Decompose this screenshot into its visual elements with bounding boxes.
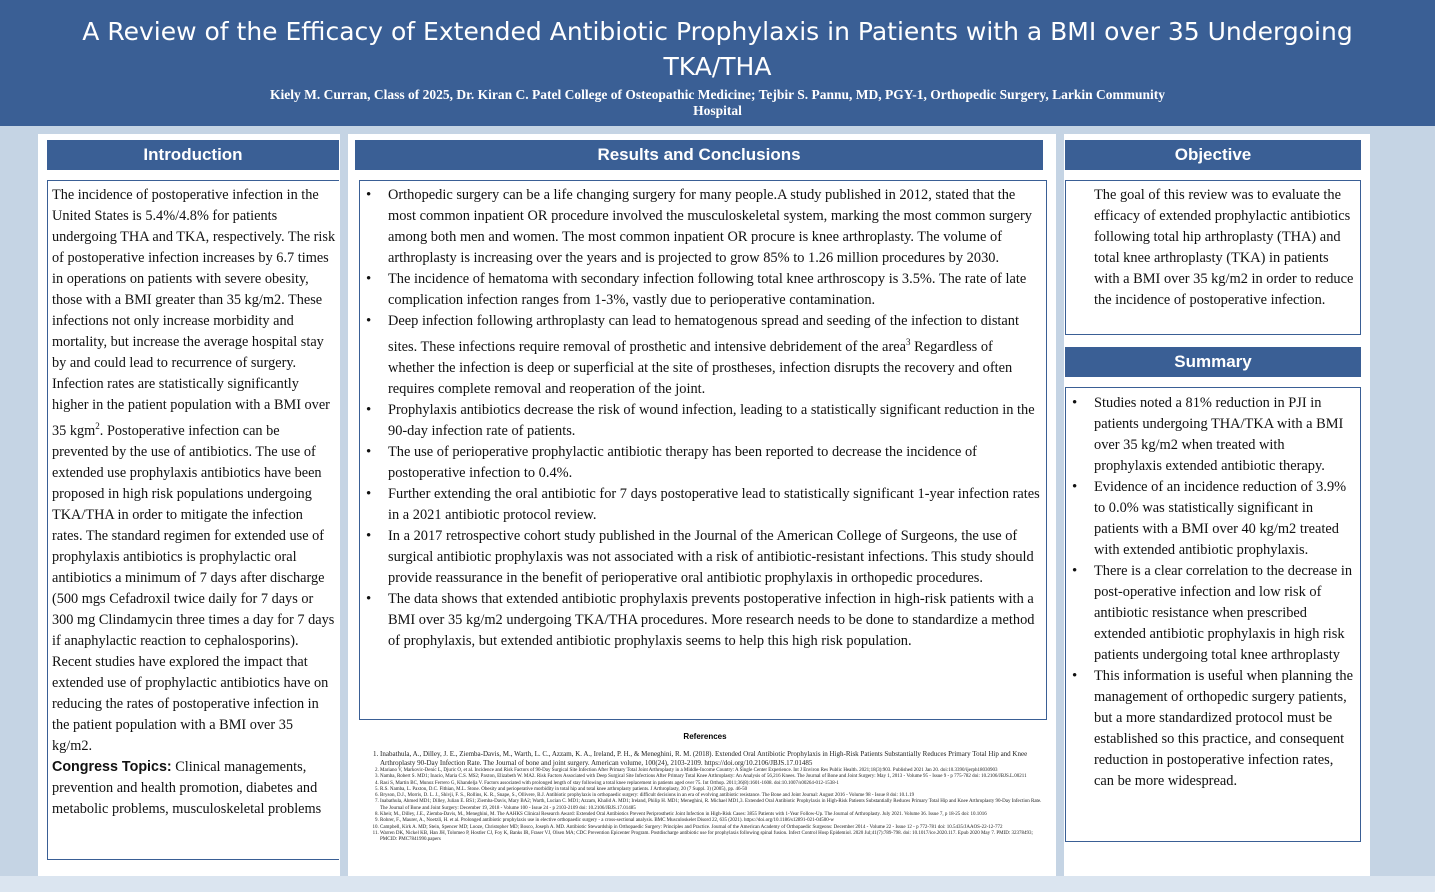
reference-item: 11. Warren DK, Nickel KB, Han JH, Tolomeo P, Hostler CJ, Foy K, Banks IR, Fraser VJ, Olsen MA; CDC Prevention Epicenter Program. Postdischarge antibiotic use for prophylaxis following spinal fusion. Infect Control Hosp Epidemiol. 2020 Jul;41(7):789-798. doi: 10.1017/ice.2020.117. Epub 2020 May 7. PMID: 32378493; PMCID: PMC7841990.papers	[380, 831, 1048, 844]
summary-list	[1066, 393, 1356, 792]
references-heading: References	[683, 732, 727, 741]
summary-item: • Studies noted a 81% reduction in PJI in patients undergoing THA/TKA with a BMI over 35 kg/m2 when treated with prophylaxis extended antibiotic therapy.	[1094, 393, 1356, 477]
results-item: • The incidence of hematoma with secondary infection following total knee arthroscopy is 3.5%. The rate of late complication infection ranges from 1-3%, vastly due to perioperative contamination.	[388, 269, 1040, 311]
summary-item: • This information is useful when planning the management of orthopedic surgery patients, but a more standardized protocol must be established so this practice, and consequent reduction in postoperative infection rates, can be more widespread.	[1094, 666, 1356, 792]
reference-item: 5. R.S. Namba, L. Paxton, D.C. Fithian, M.L. Stone. Obesity and perioperative morbidity in total hip and total knee arthroplasty patients. J Arthroplasty, 20 (7 Suppl. 3) (2005), pp. 46-50	[380, 787, 1048, 793]
poster-title: A Review of the Efficacy of Extended Antibiotic Prophylaxis in Patients with a BMI over 35 Undergoing TKA/THA	[82, 17, 1353, 81]
results-item: • Deep infection following arthroplasty can lead to hematogenous spread and seeding of the infection to distant sites. These infections require removal of prosthetic and intensive debridement of the area$^3$ Regardless of whether the infection is deep or superficial at the site of prostheses, infection disrupts the recovery and often requires complete removal and reoperation of the joint.	[388, 311, 1040, 400]
poster-header	[0, 0, 1435, 126]
reference-item: 6. Bryson, D.J., Morris, D. L. J., Shivji, F. S., Rollins, K. R., Snape, S., Ollivere, B.J. Antibiotic prophylaxis in orthopaedic surgery: difficult decisions in an era of evolving antibiotic resistance. The Bone and Joint Journal: August 2016 - Volume 98 - Issue 8 doi: 10.1.19	[380, 793, 1048, 799]
results-box	[359, 180, 1047, 720]
introduction-heading: Introduction	[47, 140, 339, 170]
objective-box	[1065, 180, 1361, 335]
reference-item: 3. Namba, Robert S. MD1; Inacio, Maria C.S. MS2; Paxton, Elizabeth W. MA2. Risk Factors Associated with Deep Surgical Site Infections After Primary Total Knee Arthroplasty: An Analysis of 56,216 Knees. The Journal of Bone and Joint Surgery: May 1, 2013 - Volume 95 - Issue 9 - p 775-782 doi: 10.2106/JBJS.L.00211	[380, 774, 1048, 780]
summary-heading: Summary	[1065, 347, 1361, 377]
reference-item: 10. Campbell, Kirk A. MD; Stein, Spencer MD; Looze, Christopher MD; Bosco, Joseph A. MD. Antibiotic Stewardship in Orthopaedic Surgery: Principles and Practice. Journal of the American Academy of Orthopaedic Surgeons: December 2014 - Volume 22 - Issue 12 - p 772-781 doi: 10.5435/JAAOS-22-12-772	[380, 825, 1048, 831]
results-item: • Prophylaxis antibiotics decrease the risk of wound infection, leading to a statistically significant reduction in the 90-day infection rate of patients.	[388, 400, 1040, 442]
results-heading: Results and Conclusions	[355, 140, 1043, 170]
reference-item: 7. Inabathula, Ahmed MD1; Dilley, Julian E. BS1; Ziemba-Davis, Mary BA2; Warth, Lucian C. MD1; Azzam, Khalid A. MD1; Ireland, Philip H. MD1; Meneghini, R. Michael MD1,3. Extended Oral Antibiotic Prophylaxis in High-Risk Patients Substantially Reduces Primary Total Hip and Knee Arthroplasty 90-Day Infection Rate. The Journal of Bone and Joint Surgery: December 19, 2018 - Volume 100 - Issue 24 - p 2103-2109 doi: 10.2106/JBJS.17.01485	[380, 799, 1048, 812]
reference-item: 8. Kheir, M., Dilley, J.E., Ziemba-Davis, M., Meneghini, M. The AAHKS Clinical Research Award: Extended Oral Antibiotics Prevent Periprosthetic Joint Infection in High-Risk Cases: 3855 Patients with 1-Year Follow-Up. The Journal of Arthroplasty. July 2021. Volume 36. Issue 7, p 18-25 doi: 10.1016	[380, 812, 1048, 818]
results-item: • The use of perioperative prophylactic antibiotic therapy has been reported to decrease the incidence of postoperative infection to 0.4%.	[388, 442, 1040, 484]
reference-item: 9. Rohrer, F., Maurer, A., Noetzli, H. et al. Prolonged antibiotic prophylaxis use in elective orthopaedic surgery - a cross-sectional analysis. BMC Musculoskelet Disord 22, 635 (2021). https://doi.org/10.1186/s12891-021-04500-w	[380, 818, 1048, 824]
reference-item: 4. Rasi S, Martin BC, Munoz Ferrero G, Khandelja V. Factors associated with prolonged length of stay following a total knee replacement in patients aged over 75. Int Orthop. 2011;36(8):1601-1608. doi:10.1007/s00264-012-1538-1	[380, 781, 1048, 787]
summary-box	[1065, 387, 1361, 842]
introduction-box	[47, 180, 339, 860]
results-item: • Orthopedic surgery can be a life changing surgery for many people.A study published in 2012, stated that the most common inpatient OR procedure involved the musculoskeletal system, marking the most common surgery among both men and women. The most common inpatient OR procure is knee arthroplasty. The volume of arthroplasty is increasing over the years and is projected to grow 85% to 1.26 million procedures by 2030.	[388, 185, 1040, 269]
reference-item: 1. Inabathula, A., Dilley, J. E., Ziemba-Davis, M., Warth, L. C., Azzam, K. A., Ireland, P. H., & Meneghini, R. M. (2018). Extended Oral Antibiotic Prophylaxis in High-Risk Patients Substantially Reduces Primary Total Hip and Knee Arthroplasty 90-Day Infection Rate. The Journal of bone and joint surgery. American volume, 100(24), 2103-2109. https://doi.org/10.2106/JBJS.17.01485	[380, 750, 1048, 768]
poster-authors: Kiely M. Curran, Class of 2025, Dr. Kiran C. Patel College of Osteopathic Medicine; Tejbir S. Pannu, MD, PGY-1, Orthopedic Surgery, Larkin Community Hospital	[270, 87, 1165, 118]
objective-text: The goal of this review was to evaluate the efficacy of extended prophylactic antibiotics following total hip arthroplasty (THA) and total knee arthroplasty (TKA) in patients with a BMI over 35 kg/m2 in order to reduce the incidence of postoperative infection.	[1094, 187, 1354, 308]
results-item: • Further extending the oral antibiotic for 7 days postoperative lead to statistically significant 1-year infection rates in a 2021 antibiotic protocol review.	[388, 484, 1040, 526]
summary-item: • Evidence of an incidence reduction of 3.9% to 0.0% was statistically significant in patients with a BMI over 40 kg/m2 treated with extended antibiotic prophylaxis.	[1094, 477, 1356, 561]
introduction-text: The incidence of postoperative infection in the United States is 5.4%/4.8% for patients undergoing THA and TKA, respectively. The risk of postoperative infection increases by 6.7 times in operations on patients with severe obesity, those with a BMI greater than 35 kg/m2. These infections not only increase morbidity and mortality, but increase the average hospital stay by and could lead to recurrence of surgery. Infection rates are statistically significantly higher in the patient population with a BMI over 35 kgm$^2$. Postoperative infection can be prevented by the use of antibiotics. The use of extended use prophylaxis antibiotics have been proposed in high risk populations undergoing TKA/THA in order to mitigate the infection rates. The standard regimen for extended use of prophylaxis antibiotics is prophylactic oral antibiotics a minimum of 7 days after discharge (500 mgs Cefadroxil twice daily for 7 days or 300 mg Clindamycin three times a day for 7 days if anaphylactic reaction to cephalosporins). Recent studies have explored the impact that extended use of prophylactic antibiotics have on reducing the rates of postoperative infection in the patient population with a BMI over 35 kg/m2.	[52, 187, 336, 754]
objective-heading: Objective	[1065, 140, 1361, 170]
results-item-continuation: Regardless of whether the infection is deep or superficial at the site of prostheses, infection disrupts the recovery and often requires complete removal and reoperation of the joint.	[388, 338, 1013, 397]
congress-topics: Congress Topics: Clinical managements, prevention and health promotion, diabetes and metabolic problems, musculoskeletal problems	[52, 758, 322, 817]
results-list	[360, 185, 1040, 652]
citation-superscript: 3	[906, 337, 911, 347]
bottom-strip	[0, 876, 1435, 892]
reference-item: 2. Mariano V, Markovic-Denic L, Djuric O, et al. Incidence and Risk Factors of 90-Day Surgical Site Infection After Primary Total Joint Arthroplasty in a Middle-Income Country: A Single Center Experience. Int J Environ Res Public Health. 2021;18(3):903. Published 2021 Jan 20. doi:10.3390/ijerph18030903	[380, 768, 1048, 774]
results-item: • In a 2017 retrospective cohort study published in the Journal of the American College of Surgeons, the use of surgical antibiotic prophylaxis was not associated with a risk of antibiotic-resistant infections. This study should provide reassurance in the benefit of perioperative oral antibiotic prophylaxis in orthopedic procedures.	[388, 526, 1040, 589]
references-list-container	[368, 750, 1048, 844]
summary-item: • There is a clear correlation to the decrease in post-operative infection and low risk of antibiotic resistance when prescribed extended antibiotic prophylaxis in high risk patients undergoing total knee arthroplasty	[1094, 561, 1356, 666]
references-list	[368, 750, 1048, 844]
results-item: • The data shows that extended antibiotic prophylaxis prevents postoperative infection in high-risk patients with a BMI over 35 kg/m2 undergoing TKA/THA procedures. More research needs to be done to standardize a method of prophylaxis, but extended antibiotic prophylaxis seems to help this high risk population.	[388, 589, 1040, 652]
